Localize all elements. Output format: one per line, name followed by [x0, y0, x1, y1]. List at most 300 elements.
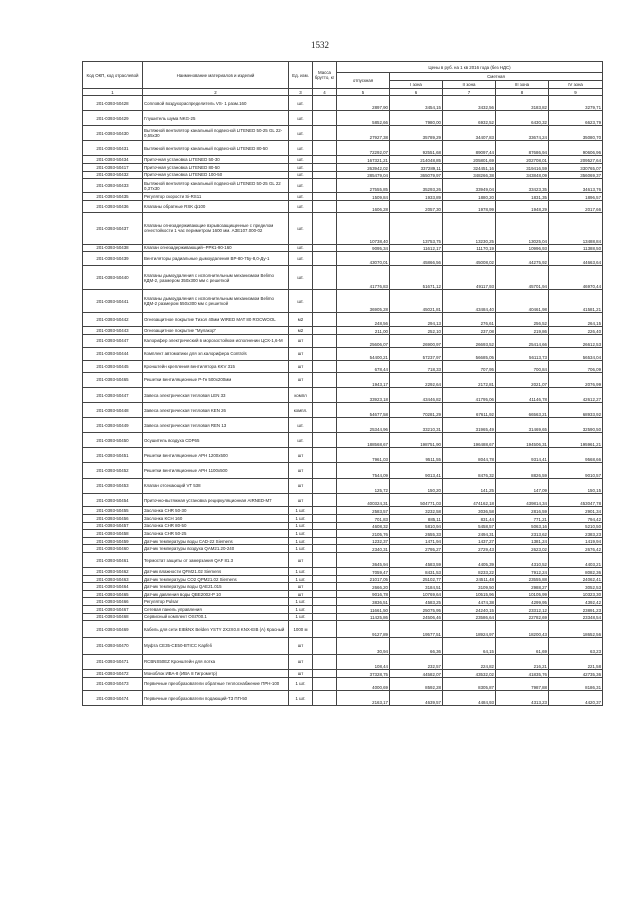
row-zone-4-price: 90606,96	[549, 141, 603, 156]
row-release-price: 1232,37	[337, 537, 390, 545]
row-mass	[313, 212, 337, 244]
row-zone-1-price: 35789,29	[390, 126, 443, 141]
row-zone-2-price: 831,44	[443, 515, 496, 523]
table-row	[83, 493, 603, 507]
row-zone-2-price: 49117,93	[443, 266, 496, 290]
row-code: 201-0393-50465	[83, 590, 143, 598]
row-name: Вытяжной вентилятор канальный подвесной LITENED 50-25 GL 22 0,37x30	[143, 179, 289, 193]
row-zone-4-price: 706,09	[549, 360, 603, 372]
table-row	[83, 654, 603, 669]
table-row	[83, 669, 603, 677]
row-zone-2-price: 11170,19	[443, 244, 496, 252]
row-name: Моноблок ИВА-8 (ИВА 8 Гигрометр)	[143, 669, 289, 677]
header-zone-1: I зона	[390, 81, 443, 89]
row-zone-1-price: 92551,68	[390, 141, 443, 156]
row-code: 201-0393-50471	[83, 654, 143, 669]
row-zone-2-price: 64,15	[443, 638, 496, 655]
header-name: Наименование материалов и изделий	[143, 62, 289, 89]
table-row	[83, 463, 603, 478]
row-zone-2-price: 2494,31	[443, 530, 496, 538]
row-zone-2-price: 707,95	[443, 360, 496, 372]
row-code: 201-0393-50473	[83, 677, 143, 691]
row-release-price: 211,00	[337, 326, 390, 334]
row-zone-2-price: 224,82	[443, 654, 496, 669]
row-code: 201-0393-50455	[83, 507, 143, 515]
row-unit: 1 шт.	[289, 530, 313, 538]
row-unit: шт.	[289, 290, 313, 313]
row-zone-4-price: 13488,84	[549, 212, 603, 244]
row-name: Кронштейн крепления вентилятора KKV 315	[143, 360, 289, 372]
table-row	[83, 141, 603, 156]
table-row	[83, 192, 603, 200]
row-zone-3-price: 1948,29	[496, 200, 549, 212]
row-zone-2-price: 474162,18	[443, 493, 496, 507]
row-release-price: 25606,07	[337, 334, 390, 348]
table-row	[83, 179, 603, 193]
row-zone-3-price: 25414,66	[496, 334, 549, 348]
row-mass	[313, 493, 337, 507]
row-zone-4-price: 63,23	[549, 638, 603, 655]
row-release-price: 678,44	[337, 360, 390, 372]
row-unit: шт.	[289, 171, 313, 179]
page-number: 1532	[311, 40, 329, 50]
row-zone-1-price: 35293,26	[390, 179, 443, 193]
row-zone-1-price: 70281,29	[390, 403, 443, 418]
row-release-price: 36905,28	[337, 290, 390, 313]
row-mass	[313, 171, 337, 179]
row-zone-3-price: 23555,88	[496, 575, 549, 583]
row-unit: компл.	[289, 403, 313, 418]
row-code: 201-0393-50436	[83, 200, 143, 212]
row-unit: 1 шт.	[289, 522, 313, 530]
row-unit: 1000 м	[289, 621, 313, 638]
row-zone-4-price: 68933,92	[549, 403, 603, 418]
row-mass	[313, 598, 337, 606]
row-mass	[313, 575, 337, 583]
row-name: Вытяжной вентилятор канальный подвесной LITENED 80-50	[143, 141, 289, 156]
header-zone-2: II зона	[443, 81, 496, 89]
row-zone-1-price: 51671,12	[390, 266, 443, 290]
row-name: Заслонка KCH 160	[143, 515, 289, 523]
column-number: 8	[496, 89, 549, 96]
row-zone-3-price: 10996,93	[496, 244, 549, 252]
row-release-price: 248,56	[337, 313, 390, 327]
row-zone-1-price: 252,10	[390, 326, 443, 334]
row-release-price: 54677,58	[337, 403, 390, 418]
row-unit: 1 шт.	[289, 545, 313, 553]
row-zone-2-price: 89097,44	[443, 141, 496, 156]
row-code: 201-0393-50428	[83, 96, 143, 111]
row-zone-3-price: 216,21	[496, 654, 549, 669]
row-zone-1-price: 13753,75	[390, 212, 443, 244]
table-row	[83, 613, 603, 621]
row-name: Заслонка CHR 50-30	[143, 507, 289, 515]
row-zone-3-price: 22782,69	[496, 613, 549, 621]
row-mass	[313, 179, 337, 193]
row-code: 201-0393-50448	[83, 403, 143, 418]
row-zone-1-price: 365079,97	[390, 171, 443, 179]
row-mass	[313, 403, 337, 418]
table-row	[83, 111, 603, 126]
row-zone-3-price: 4299,95	[496, 598, 549, 606]
row-mass	[313, 691, 337, 706]
header-prices-title: Цены в руб. на 1 кв 2016 года (без НДС)	[337, 62, 603, 73]
row-zone-1-price: 4583,59	[390, 553, 443, 568]
row-mass	[313, 448, 337, 463]
row-unit: шт	[289, 348, 313, 360]
row-zone-3-price: 202708,01	[496, 156, 549, 164]
table-row	[83, 252, 603, 266]
row-release-price: 7961,03	[337, 448, 390, 463]
row-zone-1-price: 25075,95	[390, 606, 443, 614]
row-zone-1-price: 3184,51	[390, 583, 443, 591]
row-zone-3-price: 45701,94	[496, 266, 549, 290]
row-mass	[313, 252, 337, 266]
row-code: 201-0393-50457	[83, 522, 143, 530]
row-zone-2-price: 67611,92	[443, 403, 496, 418]
row-mass	[313, 613, 337, 621]
row-unit: м2	[289, 326, 313, 334]
row-zone-4-price: 46970,44	[549, 266, 603, 290]
row-mass	[313, 111, 337, 126]
row-zone-3-price: 10105,99	[496, 590, 549, 598]
row-zone-3-price: 194506,31	[496, 433, 549, 448]
table-row	[83, 677, 603, 691]
row-code: 201-0393-50469	[83, 621, 143, 638]
row-zone-4-price: 221,58	[549, 654, 603, 669]
row-code: 201-0393-50466	[83, 598, 143, 606]
row-unit: шт.	[289, 433, 313, 448]
row-zone-1-price: 1471,94	[390, 537, 443, 545]
row-mass	[313, 583, 337, 591]
row-zone-4-price: 330765,07	[549, 163, 603, 171]
row-zone-1-price: 2292,64	[390, 372, 443, 387]
row-release-price: 4000,69	[337, 677, 390, 691]
row-zone-2-price: 6932,52	[443, 111, 496, 126]
row-zone-4-price: 10323,30	[549, 590, 603, 598]
table-row	[83, 478, 603, 493]
row-name: Датчик влажности QFM21.02 Siemens	[143, 568, 289, 576]
row-mass	[313, 326, 337, 334]
row-code: 201-0393-50451	[83, 448, 143, 463]
row-unit: шт	[289, 590, 313, 598]
row-zone-4-price: 794,42	[549, 515, 603, 523]
row-zone-4-price: 23348,54	[549, 613, 603, 621]
row-zone-4-price: 2017,66	[549, 200, 603, 212]
row-code: 201-0393-50439	[83, 252, 143, 266]
row-zone-1-price: 44582,07	[390, 669, 443, 677]
row-code: 201-0393-50467	[83, 606, 143, 614]
row-zone-1-price: 214048,85	[390, 156, 443, 164]
header-estimate: Сметная	[390, 73, 603, 81]
row-zone-2-price: 26693,52	[443, 334, 496, 348]
column-number: 6	[390, 89, 443, 96]
row-code: 201-0393-50435	[83, 192, 143, 200]
row-unit: шт	[289, 654, 313, 669]
row-unit: 1 шт.	[289, 537, 313, 545]
row-zone-2-price: 10515,96	[443, 590, 496, 598]
row-mass	[313, 163, 337, 171]
column-number: 3	[289, 89, 313, 96]
row-code: 201-0393-50447	[83, 388, 143, 403]
row-mass	[313, 522, 337, 530]
row-mass	[313, 530, 337, 538]
row-unit: 1 шт.	[289, 677, 313, 691]
row-zone-3-price: 8826,59	[496, 463, 549, 478]
row-zone-3-price: 41146,78	[496, 388, 549, 403]
row-zone-3-price: 4313,23	[496, 691, 549, 706]
table-row	[83, 326, 603, 334]
header-code: Код ОКП, код отраслевой	[83, 62, 143, 89]
row-zone-1-price: 11612,17	[390, 244, 443, 252]
row-release-price: 11661,50	[337, 606, 390, 614]
row-zone-4-price: 226,40	[549, 326, 603, 334]
row-zone-4-price: 32590,50	[549, 418, 603, 433]
row-zone-4-price: 3279,71	[549, 96, 603, 111]
row-zone-4-price: 11388,50	[549, 244, 603, 252]
row-zone-1-price: 2795,27	[390, 545, 443, 553]
row-unit: шт.	[289, 200, 313, 212]
row-zone-4-price: 195961,21	[549, 433, 603, 448]
row-code: 201-0393-50453	[83, 478, 143, 493]
row-zone-4-price: 209527,64	[549, 156, 603, 164]
row-zone-4-price: 264,15	[549, 313, 603, 327]
row-name: Завеса электрическая тепловая LEN 33	[143, 388, 289, 403]
row-zone-1-price: 337289,11	[390, 163, 443, 171]
row-zone-2-price: 196488,67	[443, 433, 496, 448]
row-zone-4-price: 2901,34	[549, 507, 603, 515]
row-name: Первичные преобразователи подающий-ТЗ ПП-50	[143, 691, 289, 706]
row-zone-3-price: 1831,35	[496, 192, 549, 200]
row-code: 201-0393-50447	[83, 334, 143, 348]
row-name: Комплект автоматики для эл.калорифера Controls	[143, 348, 289, 360]
row-name: Приточная установка LITENED 100-50	[143, 171, 289, 179]
row-release-price: 167321,21	[337, 156, 390, 164]
row-release-price: 30,94	[337, 638, 390, 655]
row-release-price: 54400,21	[337, 348, 390, 360]
row-zone-1-price: 1933,89	[390, 192, 443, 200]
row-zone-4-price: 2383,23	[549, 530, 603, 538]
row-zone-3-price: 13025,04	[496, 212, 549, 244]
row-code: 201-0393-50449	[83, 418, 143, 433]
row-zone-3-price: 2313,62	[496, 530, 549, 538]
row-name: Датчик температуры воды QAE21.015	[143, 583, 289, 591]
row-zone-2-price: 4474,38	[443, 598, 496, 606]
row-zone-3-price: 1381,24	[496, 537, 549, 545]
row-zone-2-price: 41795,06	[443, 388, 496, 403]
row-unit: шт	[289, 493, 313, 507]
row-release-price: 2897,90	[337, 96, 390, 111]
header-unit: Ед. изм.	[289, 62, 313, 89]
row-zone-1-price: 232,57	[390, 654, 443, 669]
row-unit: шт	[289, 372, 313, 387]
row-zone-4-price: 8186,31	[549, 677, 603, 691]
row-zone-3-price: 41835,76	[496, 669, 549, 677]
row-zone-2-price: 8044,78	[443, 448, 496, 463]
row-zone-3-price: 33423,35	[496, 179, 549, 193]
row-zone-2-price: 5458,57	[443, 522, 496, 530]
row-code: 201-0393-50443	[83, 326, 143, 334]
row-zone-1-price: 66,36	[390, 638, 443, 655]
row-unit: 1 шт.	[289, 598, 313, 606]
table-row	[83, 348, 603, 360]
row-mass	[313, 654, 337, 669]
table-row	[83, 290, 603, 313]
row-zone-2-price: 8233,22	[443, 568, 496, 576]
row-release-price: 27555,85	[337, 179, 390, 193]
table-row	[83, 606, 603, 614]
row-zone-3-price: 5063,16	[496, 522, 549, 530]
column-number: 7	[443, 89, 496, 96]
row-code: 201-0393-50460	[83, 545, 143, 553]
row-zone-3-price: 319416,59	[496, 163, 549, 171]
row-zone-1-price: 57237,97	[390, 348, 443, 360]
row-mass	[313, 638, 337, 655]
row-name: Сопловой воздухораспределитель VS- 1 разм.160	[143, 96, 289, 111]
row-code: 201-0393-50437	[83, 212, 143, 244]
row-release-price: 33923,18	[337, 388, 390, 403]
row-release-price: 2666,20	[337, 583, 390, 591]
row-code: 201-0393-50444	[83, 348, 143, 360]
table-row	[83, 568, 603, 576]
table-row	[83, 96, 603, 111]
row-zone-1-price: 43446,82	[390, 388, 443, 403]
row-mass	[313, 141, 337, 156]
row-code: 201-0393-50465	[83, 372, 143, 387]
table-row	[83, 537, 603, 545]
row-zone-2-price: 2729,43	[443, 545, 496, 553]
row-release-price: 41776,83	[337, 266, 390, 290]
row-zone-3-price: 2988,27	[496, 583, 549, 591]
row-name: Завеса электрическая тепловая REN 13	[143, 418, 289, 433]
row-zone-1-price: 7980,00	[390, 111, 443, 126]
row-code: 201-0393-50472	[83, 669, 143, 677]
row-zone-1-price: 9013,41	[390, 463, 443, 478]
row-code: 201-0393-50434	[83, 156, 143, 164]
row-zone-3-price: 7912,24	[496, 568, 549, 576]
row-name: RCBNS50EZ Кронштейн для лотка	[143, 654, 289, 669]
row-code: 201-0393-50440	[83, 266, 143, 290]
row-zone-3-price: 771,21	[496, 515, 549, 523]
table-row	[83, 244, 603, 252]
row-release-price: 1943,17	[337, 372, 390, 387]
table-row	[83, 515, 603, 523]
row-zone-3-price: 61,69	[496, 638, 549, 655]
row-name: Клапаны обратные RSK ф100	[143, 200, 289, 212]
row-name: Завеса электрическая тепловая KEN 26	[143, 403, 289, 418]
row-mass	[313, 200, 337, 212]
row-zone-4-price: 4392,42	[549, 598, 603, 606]
row-unit: шт.	[289, 252, 313, 266]
row-zone-2-price: 1880,20	[443, 192, 496, 200]
row-zone-3-price: 66563,21	[496, 403, 549, 418]
row-zone-1-price: 19577,51	[390, 621, 443, 638]
row-release-price: 400324,31	[337, 493, 390, 507]
row-name: Кабель для сети EIBkNX Belden YSTY 2X2X0.8 KNX-EIB (A) Красный	[143, 621, 289, 638]
row-mass	[313, 334, 337, 348]
row-unit: 1 шт.	[289, 606, 313, 614]
row-zone-4-price: 2076,99	[549, 372, 603, 387]
row-mass	[313, 507, 337, 515]
row-zone-1-price: 8592,28	[390, 677, 443, 691]
row-zone-2-price: 4484,93	[443, 691, 496, 706]
row-mass	[313, 669, 337, 677]
row-zone-2-price: 3432,56	[443, 96, 496, 111]
row-zone-4-price: 26612,53	[549, 334, 603, 348]
row-zone-3-price: 2623,02	[496, 545, 549, 553]
row-name: Клапаны дымоудаления с исполнительным механизмом Belimo КДМ-2, размером 350x300 мм с решеткой	[143, 266, 289, 290]
row-zone-4-price: 1896,57	[549, 192, 603, 200]
row-mass	[313, 553, 337, 568]
row-zone-2-price: 276,61	[443, 313, 496, 327]
row-zone-1-price: 4583,25	[390, 598, 443, 606]
row-release-price: 5852,66	[337, 111, 390, 126]
row-unit: шт.	[289, 111, 313, 126]
row-unit: м2	[289, 313, 313, 327]
header-zone-3: III зона	[496, 81, 549, 89]
row-zone-2-price: 1978,99	[443, 200, 496, 212]
row-zone-4-price: 18652,56	[549, 621, 603, 638]
table-row	[83, 448, 603, 463]
table-header	[83, 62, 603, 96]
row-zone-1-price: 8431,53	[390, 568, 443, 576]
row-release-price: 2163,17	[337, 691, 390, 706]
row-unit: компл	[289, 388, 313, 403]
row-zone-3-price: 9314,41	[496, 448, 549, 463]
row-name: Датчик давления воды QBE2002-P 10	[143, 590, 289, 598]
row-zone-1-price: 198751,90	[390, 433, 443, 448]
row-zone-3-price: 23312,12	[496, 606, 549, 614]
row-zone-3-price: 31469,65	[496, 418, 549, 433]
row-name: Клапаны дымоудаления с исполнительным механизмом Belimo КДМ-2 размером 550x300 мм с решеткой	[143, 290, 289, 313]
row-zone-1-price: 10769,64	[390, 590, 443, 598]
row-zone-3-price: 439814,34	[496, 493, 549, 507]
row-zone-1-price: 504771,03	[390, 493, 443, 507]
row-release-price: 108,44	[337, 654, 390, 669]
row-zone-2-price: 43484,40	[443, 290, 496, 313]
row-code: 201-0393-50430	[83, 126, 143, 141]
row-zone-2-price: 2172,81	[443, 372, 496, 387]
row-zone-4-price: 453047,78	[549, 493, 603, 507]
row-zone-1-price: 718,33	[390, 360, 443, 372]
row-name: Клапаны огнезадерживающие взрывозащищенные с пределом огнестойкости 1 час периметром 1600 мм. АЗЕ107.000-02	[143, 212, 289, 244]
row-release-price: 125,72	[337, 478, 390, 493]
row-name: Сетевая панель управления	[143, 606, 289, 614]
row-zone-2-price: 324451,16	[443, 163, 496, 171]
table-row	[83, 200, 603, 212]
row-zone-2-price: 348266,38	[443, 171, 496, 179]
row-name: Калорифер электрический в морозостойком исполнении ЦСК-1,6-М	[143, 334, 289, 348]
table-row	[83, 522, 603, 530]
row-name: Решетки вентиляционные АРН 1100х500	[143, 463, 289, 478]
row-zone-1-price: 25102,77	[390, 575, 443, 583]
row-zone-1-price: 294,13	[390, 313, 443, 327]
row-name: Заслонка CHR 50-25	[143, 530, 289, 538]
row-unit: шт.	[289, 192, 313, 200]
row-unit: шт.	[289, 266, 313, 290]
row-mass	[313, 537, 337, 545]
row-name: Решетки вентиляционные АРН 1200х500	[143, 448, 289, 463]
row-unit: 1 шт.	[289, 575, 313, 583]
row-zone-3-price: 40461,98	[496, 290, 549, 313]
row-zone-3-price: 147,09	[496, 478, 549, 493]
row-zone-1-price: 885,11	[390, 515, 443, 523]
table-row	[83, 638, 603, 655]
row-mass	[313, 388, 337, 403]
row-release-price: 2105,76	[337, 530, 390, 538]
row-unit: шт.	[289, 126, 313, 141]
row-mass	[313, 545, 337, 553]
